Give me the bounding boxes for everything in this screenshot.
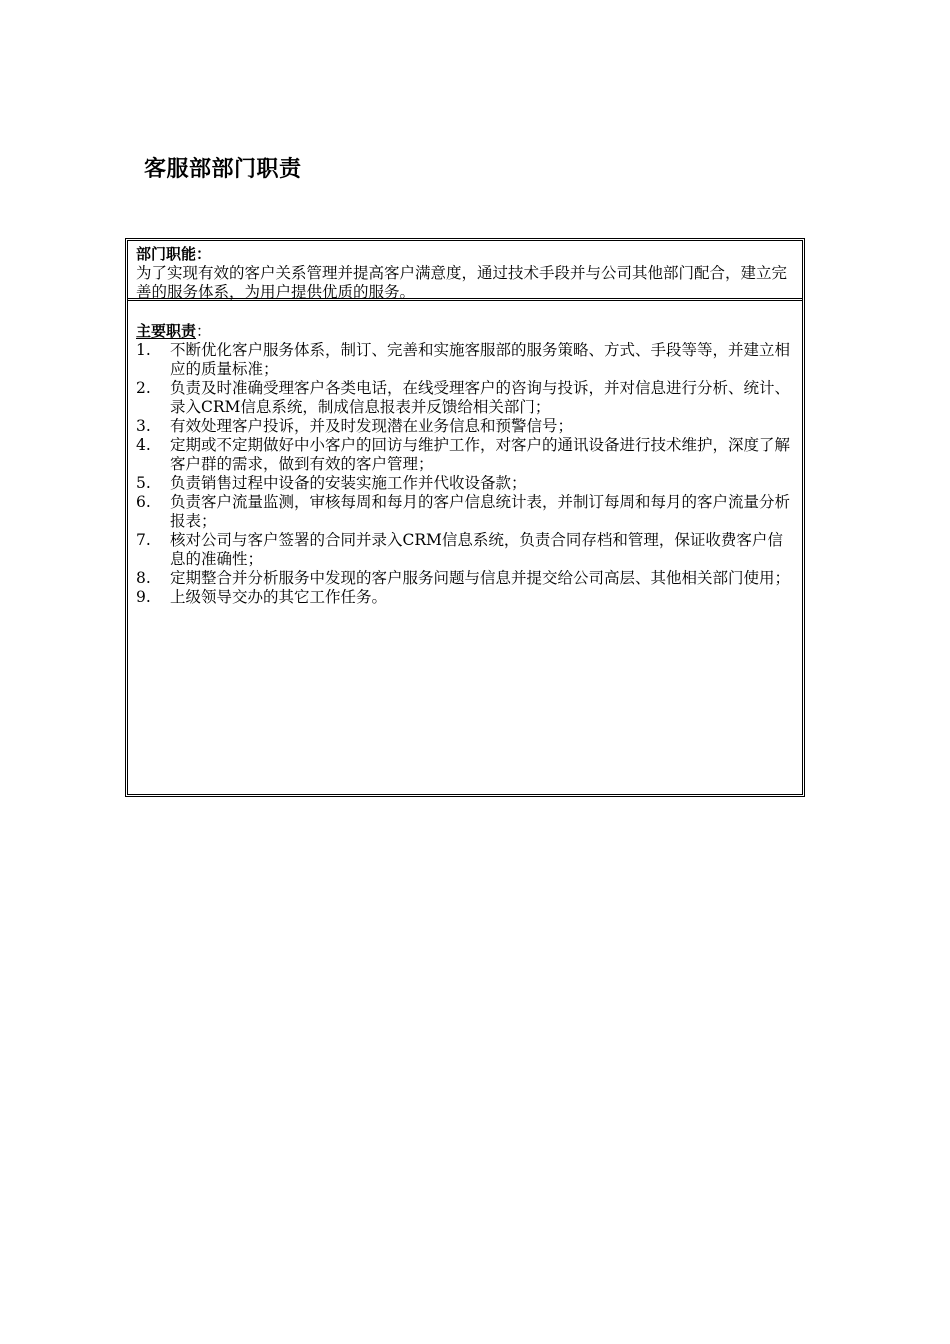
duty-text: 负责销售过程中设备的安装实施工作并代收设备款；	[170, 474, 527, 492]
duty-item-8	[136, 569, 794, 588]
duty-text: 有效处理客户投诉，并及时发现潜在业务信息和预警信号；	[170, 417, 574, 435]
duty-text: 负责客户流量监测，审核每周和每月的客户信息统计表，并制订每周和每月的客户流量分析报表；	[170, 493, 791, 530]
duty-item-2	[136, 379, 794, 417]
duty-number: 7.	[136, 531, 151, 549]
duty-text: 不断优化客户服务体系，制订、完善和实施客服部的服务策略、方式、手段等等，并建立相应的质量标准；	[170, 341, 791, 378]
page-title: 客服部部门职责	[144, 157, 302, 182]
main-duties-section	[128, 301, 802, 794]
duty-item-1	[136, 341, 794, 379]
duty-list	[136, 341, 794, 607]
duty-number: 8.	[136, 569, 151, 587]
duty-number: 2.	[136, 379, 151, 397]
duty-item-7	[136, 531, 794, 569]
department-function-heading: 部门职能：	[136, 245, 212, 263]
duty-text: 定期整合并分析服务中发现的客户服务问题与信息并提交给公司高层、其他相关部门使用；	[170, 569, 791, 587]
main-duties-heading-colon: ：	[196, 322, 212, 340]
duty-item-6	[136, 493, 794, 531]
duty-item-9	[136, 588, 794, 607]
duty-text: 核对公司与客户签署的合同并录入CRM信息系统，负责合同存档和管理，保证收费客户信息的准确性；	[170, 531, 783, 568]
duty-text: 上级领导交办的其它工作任务。	[170, 588, 388, 606]
duty-number: 4.	[136, 436, 151, 454]
duty-number: 9.	[136, 588, 151, 606]
duty-text: 负责及时准确受理客户各类电话，在线受理客户的咨询与投诉，并对信息进行分析、统计、录入CRM信息系统，制成信息报表并反馈给相关部门；	[170, 379, 791, 416]
department-function-text: 为了实现有效的客户关系管理并提高客户满意度，通过技术手段并与公司其他部门配合，建立完善的服务体系，为用户提供优质的服务。	[136, 264, 788, 301]
duty-number: 5.	[136, 474, 151, 492]
duty-item-3	[136, 417, 794, 436]
duty-number: 1.	[136, 341, 151, 359]
main-duties-heading-text: 主要职责	[136, 322, 197, 340]
main-duties-heading	[136, 322, 794, 341]
department-function-section	[128, 241, 802, 301]
duty-item-5	[136, 474, 794, 493]
duty-number: 6.	[136, 493, 151, 511]
duty-text: 定期或不定期做好中小客户的回访与维护工作，对客户的通讯设备进行技术维护，深度了解客户群的需求，做到有效的客户管理；	[170, 436, 791, 473]
duty-item-4	[136, 436, 794, 474]
duty-table	[125, 238, 805, 797]
duty-number: 3.	[136, 417, 151, 435]
